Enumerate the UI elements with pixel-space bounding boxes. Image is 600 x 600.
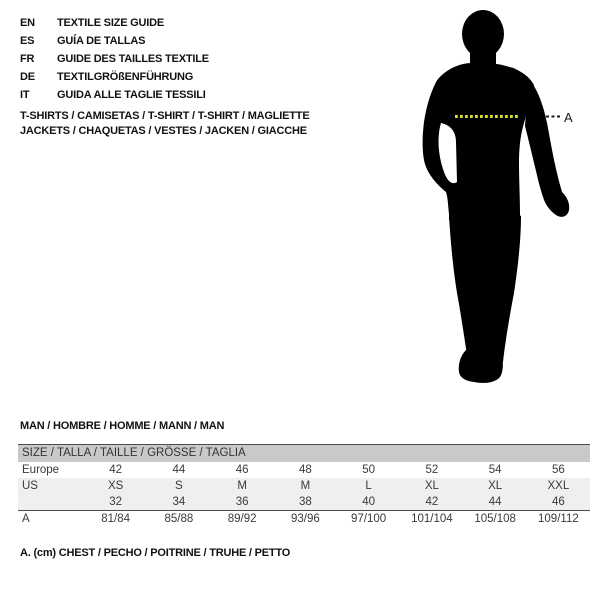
language-code: DE — [20, 71, 35, 83]
size-cell: L — [365, 480, 372, 492]
size-cell: 105/108 — [464, 511, 527, 528]
measurement-footnote: A. (cm) CHEST / PECHO / POITRINE / TRUHE / PETTO — [20, 547, 291, 559]
size-cell: 85/88 — [147, 511, 210, 528]
language-row-it — [20, 86, 209, 104]
size-cell: 89/92 — [211, 511, 274, 528]
language-title: TEXTILGRÖßENFÜHRUNG — [57, 71, 194, 83]
row-label: US — [22, 480, 38, 492]
language-row-de — [20, 68, 209, 86]
language-title-block — [20, 14, 209, 104]
size-cell: XL — [424, 480, 439, 492]
size-cell: M — [237, 480, 247, 492]
legs — [449, 216, 521, 362]
row-label — [18, 494, 84, 511]
size-cell: 36 — [235, 496, 249, 508]
row-label: A — [18, 511, 84, 528]
language-title: GUIDE DES TAILLES TEXTILE — [57, 53, 209, 65]
language-title: GUÍA DE TALLAS — [57, 35, 146, 47]
size-cell: XS — [107, 480, 124, 492]
size-table — [18, 444, 590, 527]
row-label: Europe — [22, 464, 60, 476]
language-code: EN — [20, 17, 35, 29]
section-title-man: MAN / HOMBRE / HOMME / MANN / MAN — [20, 420, 225, 432]
size-cell: 38 — [298, 496, 312, 508]
language-code: FR — [20, 53, 35, 65]
size-cell: 109/112 — [527, 511, 590, 528]
size-cell: 42 — [425, 496, 439, 508]
table-row-chest-cm — [18, 511, 590, 528]
garment-categories — [20, 109, 309, 139]
language-row-en — [20, 14, 209, 32]
man-silhouette-figure — [360, 0, 600, 400]
size-cell: M — [300, 480, 311, 492]
size-cell: 44 — [488, 496, 502, 508]
man-silhouette-svg — [360, 0, 600, 400]
language-code: ES — [20, 35, 35, 47]
size-cell: 34 — [172, 496, 186, 508]
man-silhouette — [423, 10, 570, 383]
language-code: IT — [20, 89, 30, 101]
table-row-us — [18, 478, 590, 494]
size-cell: 42 — [109, 464, 123, 476]
table-row-europe — [18, 462, 590, 478]
size-cell: 46 — [551, 496, 565, 508]
size-cell: 50 — [362, 464, 376, 476]
measure-label-a: A — [564, 110, 573, 125]
size-cell: 40 — [362, 496, 376, 508]
category-jackets: JACKETS / CHAQUETAS / VESTES / JACKEN / GIACCHE — [20, 125, 307, 137]
foot — [459, 350, 503, 383]
size-table-header-label: SIZE / TALLA / TAILLE / GRÖSSE / TAGLIA — [22, 447, 246, 459]
size-cell: 44 — [172, 464, 186, 476]
language-title: TEXTILE SIZE GUIDE — [57, 17, 165, 29]
size-cell: S — [175, 480, 183, 492]
language-title: GUIDA ALLE TAGLIE TESSILI — [57, 89, 206, 101]
size-cell: 52 — [425, 464, 439, 476]
size-cell: 48 — [298, 464, 312, 476]
table-row-us-numeric — [18, 494, 590, 511]
size-table-header-row — [18, 445, 590, 463]
size-cell: 54 — [488, 464, 502, 476]
size-cell: 97/100 — [337, 511, 400, 528]
size-cell: XL — [488, 480, 503, 492]
size-cell: 56 — [551, 464, 565, 476]
size-cell: 93/96 — [274, 511, 337, 528]
language-row-es — [20, 32, 209, 50]
category-tshirts: T-SHIRTS / CAMISETAS / T-SHIRT / T-SHIRT / MAGLIETTE — [20, 110, 310, 122]
size-table-container — [18, 444, 590, 527]
size-cell: 32 — [109, 496, 123, 508]
language-row-fr — [20, 50, 209, 68]
size-cell: XXL — [547, 480, 570, 492]
size-cell: 81/84 — [84, 511, 147, 528]
size-cell: 101/104 — [400, 511, 463, 528]
size-cell: 46 — [235, 464, 249, 476]
